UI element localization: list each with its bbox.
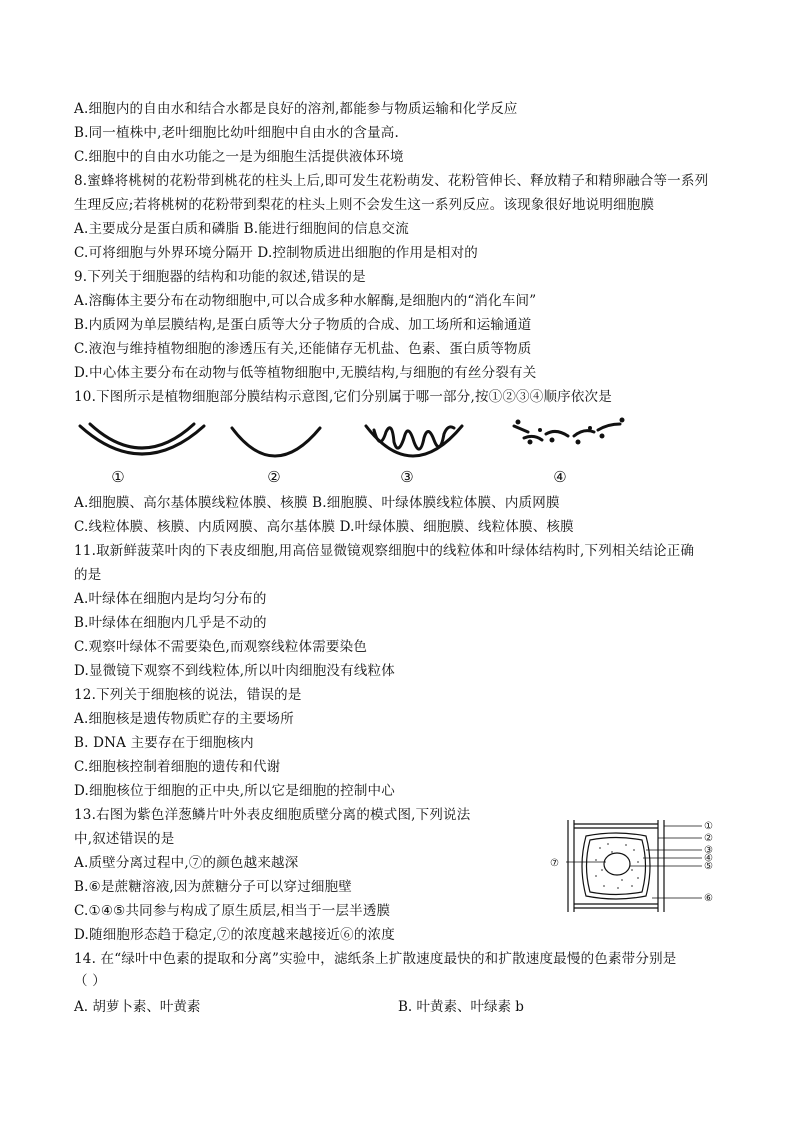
fig13-label-3: ③ <box>704 845 713 856</box>
q10-options-cd: C.线粒体膜、核膜、内质网膜、高尔基体膜 D.叶绿体膜、细胞膜、线粒体膜、核膜 <box>74 519 574 535</box>
q11-option-d: D.显微镜下观察不到线粒体,所以叶肉细胞没有线粒体 <box>74 663 395 679</box>
q8-options-ab: A.主要成分是蛋白质和磷脂 B.能进行细胞间的信息交流 <box>74 221 409 237</box>
q12-option-c: C.细胞核控制着细胞的遗传和代谢 <box>74 759 281 775</box>
q14-answer-bracket: （ ） <box>74 973 106 989</box>
q9-stem: 9.下列关于细胞器的结构和功能的叙述,错误的是 <box>74 269 366 285</box>
q13-option-b: B.⑥是蔗糖溶液,因为蔗糖分子可以穿过细胞壁 <box>74 879 353 895</box>
q9-option-c: C.液泡与维持植物细胞的渗透压有关,还能储存无机盐、色素、蛋白质等物质 <box>74 341 532 357</box>
q13-plasmolysis-figure <box>546 818 720 914</box>
fig13-label-1: ① <box>704 821 713 832</box>
q10-options-ab: A.细胞膜、高尔基体膜线粒体膜、核膜 B.细胞膜、叶绿体膜线粒体膜、内质网膜 <box>74 495 560 511</box>
q11-option-b: B.叶绿体在细胞内几乎是不动的 <box>74 615 267 631</box>
q13-stem-line2: 中,叙述错误的是 <box>74 831 175 847</box>
q12-option-d: D.细胞核位于细胞的正中央,所以它是细胞的控制中心 <box>74 783 395 799</box>
nucleus <box>604 853 630 875</box>
q12-stem: 12.下列关于细胞核的说法，错误的是 <box>74 687 302 703</box>
q14-stem: 14. 在“绿叶中色素的提取和分离”实验中，滤纸条上扩散速度最快的和扩散速度最慢的色素带分别是 <box>74 951 677 967</box>
fig10-label-2: ② <box>267 468 281 486</box>
q10-membrane-figure <box>74 412 634 490</box>
q10-stem: 10.下图所示是植物细胞部分膜结构示意图,它们分别属于哪一部分,按①②③④顺序依次是 <box>74 389 612 405</box>
fig13-label-7: ⑦ <box>550 858 559 869</box>
q11-option-a: A.叶绿体在细胞内是均匀分布的 <box>74 591 267 607</box>
membrane-2 <box>232 428 320 456</box>
q8-options-cd: C.可将细胞与外界环境分隔开 D.控制物质进出细胞的作用是相对的 <box>74 245 478 261</box>
q8-stem-line2: 生理反应;若将桃树的花粉带到梨花的柱头上则不会发生这一系列反应。该现象很好地说明细胞膜 <box>74 197 655 213</box>
q9-option-d: D.中心体主要分布在动物与低等植物细胞中,无膜结构,与细胞的有丝分裂有关 <box>74 365 537 381</box>
q7-option-c: C.细胞中的自由水功能之一是为细胞生活提供液体环境 <box>74 149 404 165</box>
q13-option-c: C.①④⑤共同参与构成了原生质层,相当于一层半透膜 <box>74 903 391 919</box>
fig10-label-3: ③ <box>400 468 414 486</box>
fig13-label-2: ② <box>704 833 713 844</box>
fig13-label-5: ⑤ <box>704 861 713 872</box>
q7-option-b: B.同一植株中,老叶细胞比幼叶细胞中自由水的含量高. <box>74 125 399 141</box>
q11-stem-line1: 11.取新鲜菠菜叶肉的下表皮细胞,用高倍显微镜观察细胞中的线粒体和叶绿体结构时,下列相关结论正确 <box>74 543 695 559</box>
fig10-label-1: ① <box>111 468 125 486</box>
fig13-label-4: ④ <box>704 853 713 864</box>
q7-option-a: A.细胞内的自由水和结合水都是良好的溶剂,都能参与物质运输和化学反应 <box>74 101 518 117</box>
q11-stem-line2: 的是 <box>74 567 102 583</box>
q9-option-b: B.内质网为单层膜结构,是蛋白质等大分子物质的合成、加工场所和运输通道 <box>74 317 532 333</box>
q12-option-a: A.细胞核是遗传物质贮存的主要场所 <box>74 711 294 727</box>
q9-option-a: A.溶酶体主要分布在动物细胞中,可以合成多种水解酶,是细胞内的“消化车间” <box>74 293 537 309</box>
q8-stem-line1: 8.蜜蜂将桃树的花粉带到桃花的柱头上后,即可发生花粉萌发、花粉管伸长、释放精子和精卵融合等一系列 <box>74 173 709 189</box>
membrane-4 <box>514 424 620 440</box>
q13-option-d: D.随细胞形态趋于稳定,⑦的浓度越来越接近⑥的浓度 <box>74 927 395 943</box>
q14-option-a: A. 胡萝卜素、叶黄素 <box>74 999 201 1015</box>
q11-option-c: C.观察叶绿体不需要染色,而观察线粒体需要染色 <box>74 639 368 655</box>
q12-option-b: B. DNA 主要存在于细胞核内 <box>74 735 254 751</box>
q13-stem-line1: 13.右图为紫色洋葱鳞片叶外表皮细胞质壁分离的模式图,下列说法 <box>74 807 471 823</box>
q13-option-a: A.质壁分离过程中,⑦的颜色越来越深 <box>74 855 299 871</box>
fig10-label-4: ④ <box>553 468 567 486</box>
fig13-label-6: ⑥ <box>704 893 713 904</box>
q14-option-b: B. 叶黄素、叶绿素 b <box>398 999 524 1015</box>
